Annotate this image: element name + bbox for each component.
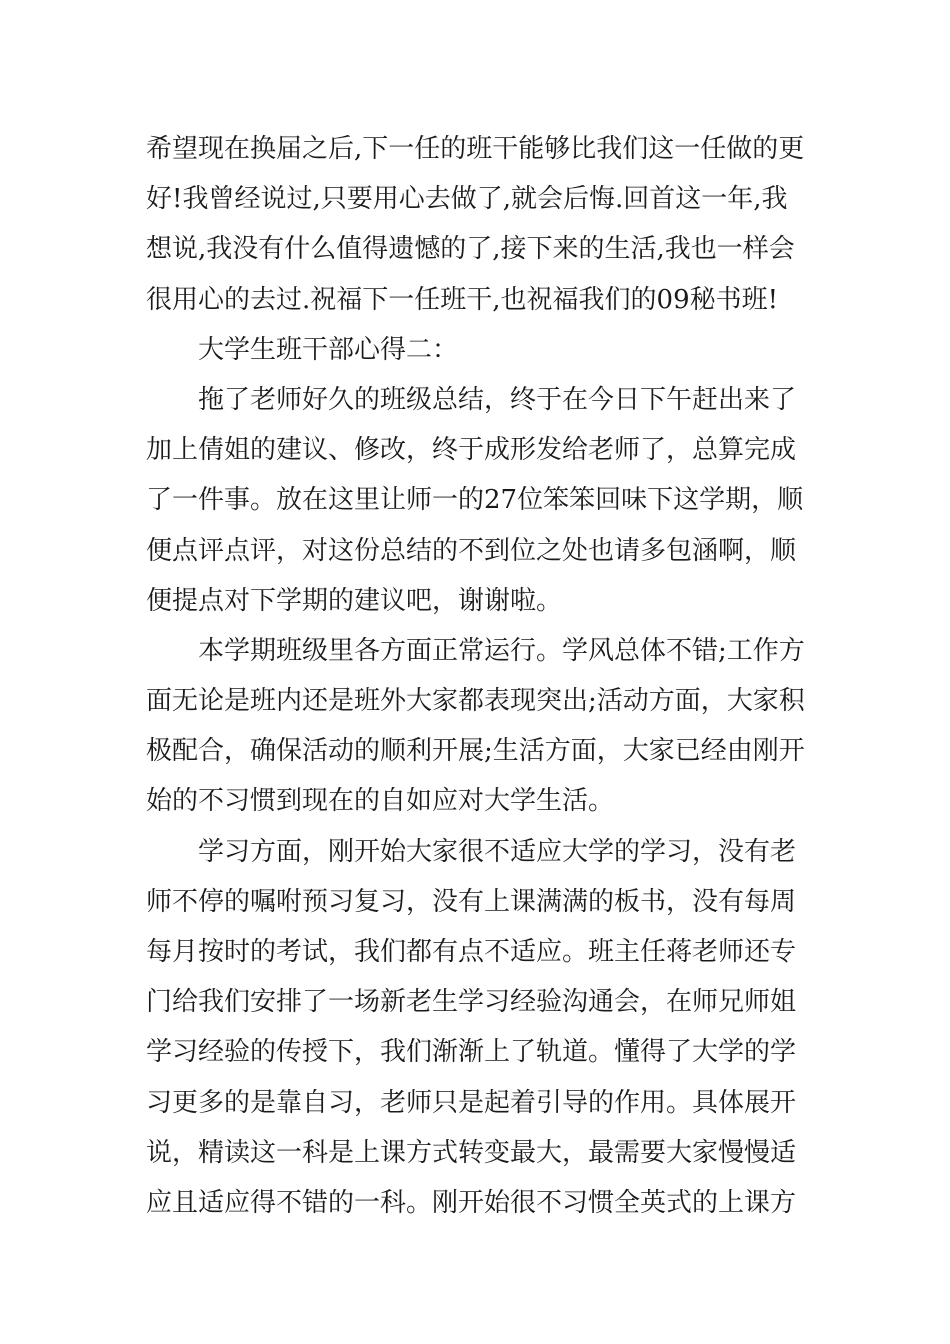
- text-line: 学习方面，刚开始大家很不适应大学的学习，没有老: [198, 836, 797, 867]
- text-line: 门给我们安排了一场新老生学习经验沟通会，在师兄师姐: [146, 987, 797, 1018]
- text-line: 希望现在换届之后,下一任的班干能够比我们这一任做的更: [146, 134, 805, 164]
- text-line: 极配合，确保活动的顺利开展;生活方面，大家已经由刚开: [146, 736, 805, 767]
- text-line: 本学期班级里各方面正常运行。学风总体不错;工作方: [198, 635, 805, 666]
- text-line: 每月按时的考试，我们都有点不适应。班主任蒋老师还专: [146, 937, 797, 967]
- text-line: 习更多的是靠自习，老师只是起着引导的作用。具体展开: [146, 1087, 797, 1118]
- text-line: 大学生班干部心得二：: [198, 334, 459, 365]
- text-line: 了一件事。放在这里让师一的27位笨笨回味下这学期，顺: [146, 485, 804, 516]
- text-line: 始的不习惯到现在的自如应对大学生活。: [146, 786, 615, 817]
- document-body: [146, 124, 814, 1228]
- text-line: 想说,我没有什么值得遗憾的了,接下来的生活,我也一样会: [146, 234, 795, 265]
- text-line: 很用心的去过.祝福下一任班干,也祝福我们的09秘书班!: [146, 284, 779, 315]
- text-line: 加上倩姐的建议、修改，终于成形发给老师了，总算完成: [146, 435, 797, 466]
- text-line: 好!我曾经说过,只要用心去做了,就会后悔.回首这一年,我: [146, 184, 788, 215]
- text-line: 拖了老师好久的班级总结，终于在今日下午赶出来了: [198, 384, 797, 415]
- text-line: 师不停的嘱咐预习复习，没有上课满满的板书，没有每周: [146, 886, 797, 917]
- text-line: 应且适应得不错的一科。刚开始很不习惯全英式的上课方: [146, 1187, 797, 1218]
- text-line: 说，精读这一科是上课方式转变最大，最需要大家慢慢适: [146, 1137, 797, 1168]
- text-line: 面无论是班内还是班外大家都表现突出;活动方面，大家积: [146, 686, 805, 717]
- text-line: 学习经验的传授下，我们渐渐上了轨道。懂得了大学的学: [146, 1037, 797, 1068]
- text-line: 便点评点评，对这份总结的不到位之处也请多包涵啊，顺: [146, 535, 797, 566]
- text-line: 便提点对下学期的建议吧，谢谢啦。: [146, 585, 563, 616]
